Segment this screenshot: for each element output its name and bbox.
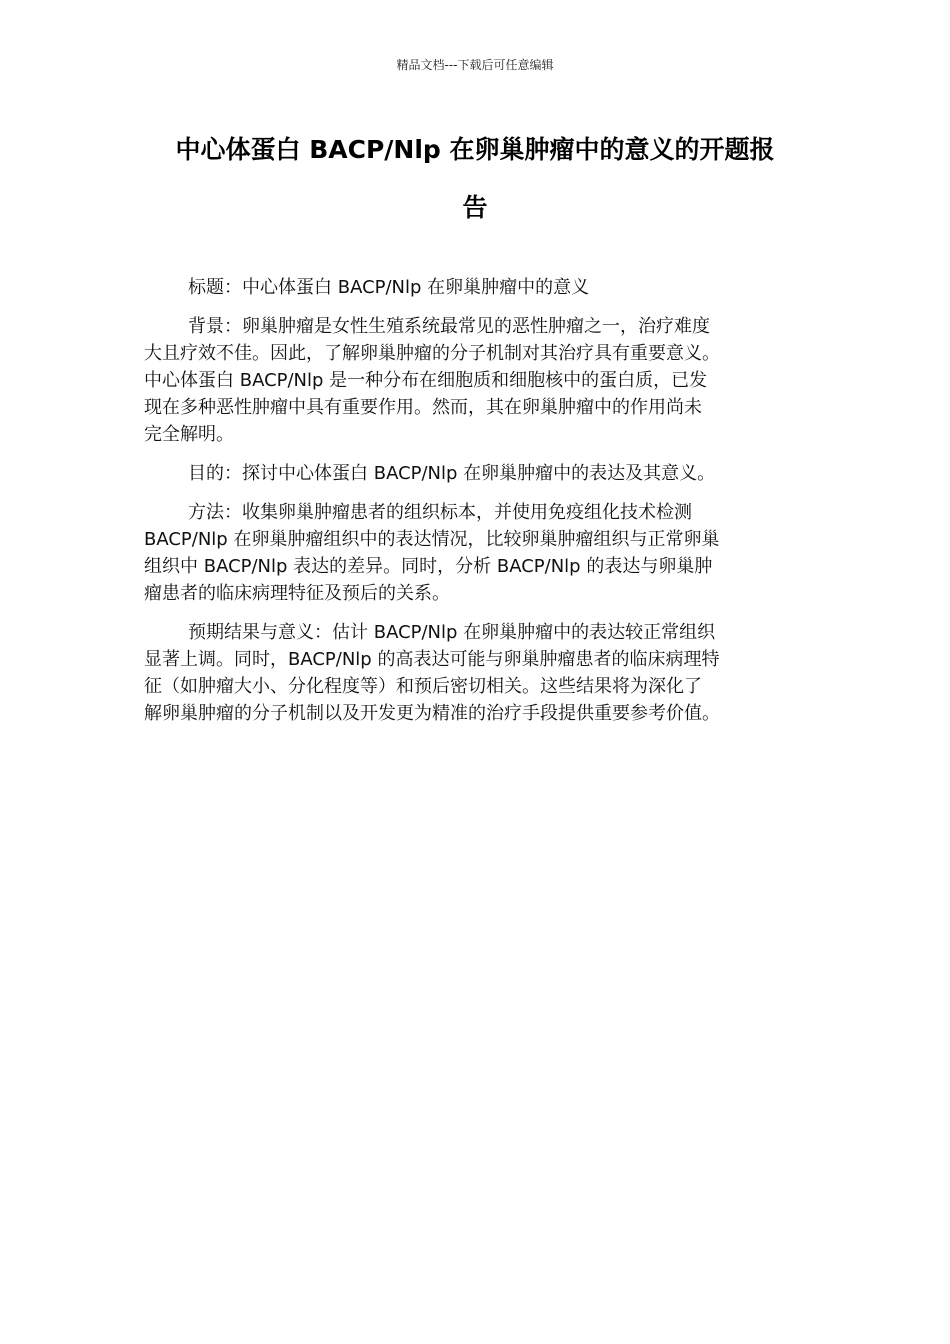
text-line: 解卵巢肿瘤的分子机制以及开发更为精准的治疗手段提供重要参考价值。	[144, 703, 720, 724]
title-line: 中心体蛋白 BACP/Nlp 在卵巢肿瘤中的意义的开题报	[175, 135, 775, 164]
text-line: 预期结果与意义：估计 BACP/Nlp 在卵巢肿瘤中的表达较正常组织	[188, 622, 716, 643]
text-line: 中心体蛋白 BACP/Nlp 是一种分布在细胞质和细胞核中的蛋白质，已发	[144, 370, 708, 391]
text-line: 方法：收集卵巢肿瘤患者的组织标本，并使用免疫组化技术检测	[188, 502, 692, 523]
text-line: 标题：中心体蛋白 BACP/Nlp 在卵巢肿瘤中的意义	[188, 277, 590, 298]
document-body	[144, 274, 808, 739]
text-line: 显著上调。同时，BACP/Nlp 的高表达可能与卵巢肿瘤患者的临床病理特	[144, 649, 720, 670]
paragraph-background	[144, 313, 808, 448]
text-line: 目的：探讨中心体蛋白 BACP/Nlp 在卵巢肿瘤中的表达及其意义。	[188, 463, 716, 484]
paragraph-objective	[144, 460, 808, 487]
page-header-note: 精品文档---下载后可任意编辑	[396, 58, 554, 72]
text-line: BACP/Nlp 在卵巢肿瘤组织中的表达情况，比较卵巢肿瘤组织与正常卵巢	[144, 529, 720, 550]
text-line: 组织中 BACP/Nlp 表达的差异。同时，分析 BACP/Nlp 的表达与卵巢肿	[144, 556, 713, 577]
text-line: 现在多种恶性肿瘤中具有重要作用。然而，其在卵巢肿瘤中的作用尚未	[144, 397, 702, 418]
title-line: 告	[462, 193, 488, 222]
text-line: 瘤患者的临床病理特征及预后的关系。	[144, 583, 450, 604]
text-line: 征（如肿瘤大小、分化程度等）和预后密切相关。这些结果将为深化了	[144, 676, 702, 697]
document-title	[140, 134, 810, 224]
paragraph-expected-results	[144, 619, 808, 727]
paragraph-methods	[144, 499, 808, 607]
text-line: 大且疗效不佳。因此，了解卵巢肿瘤的分子机制对其治疗具有重要意义。	[144, 343, 720, 364]
text-line: 完全解明。	[144, 424, 234, 445]
text-line: 背景：卵巢肿瘤是女性生殖系统最常见的恶性肿瘤之一，治疗难度	[188, 316, 710, 337]
paragraph-title	[144, 274, 808, 301]
